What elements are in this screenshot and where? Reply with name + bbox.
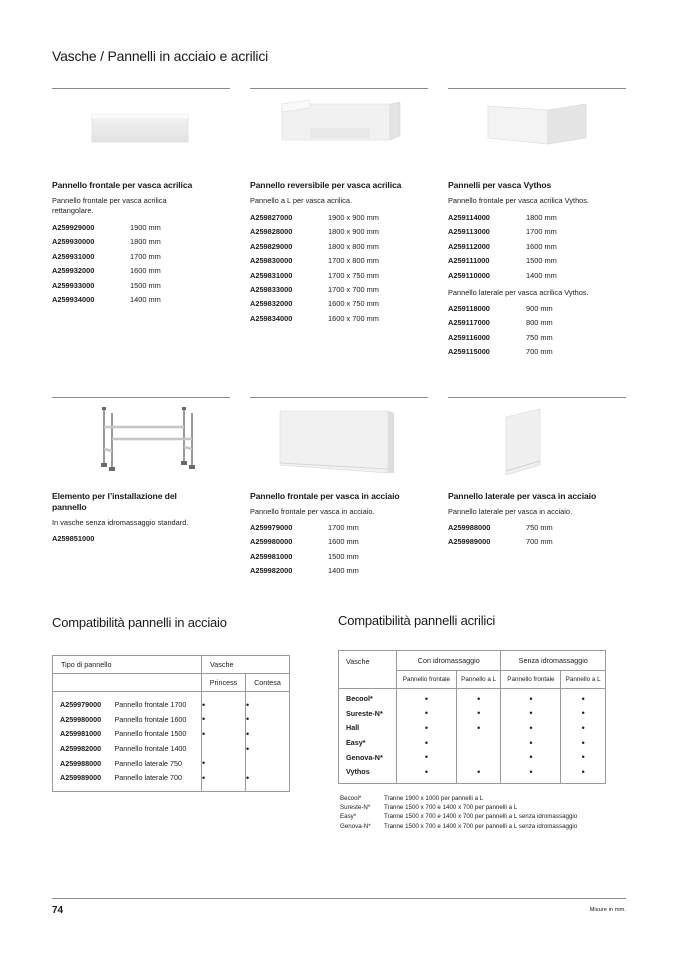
code-row: A259113000 1700 mm [448,227,557,237]
code-row: A259112000 1600 mm [448,241,557,251]
code-row: A259982000 1400 mm [250,566,359,576]
col-header: Vasche [346,657,370,666]
product-desc: Pannello a L per vasca acrilica. [250,196,353,205]
front-panel-acrylic-image [52,100,228,180]
code-list [52,532,130,546]
code-row: A259830000 1700 x 800 mm [250,256,379,266]
footnotes [340,794,577,831]
footnote: Easy* Tranne 1500 x 700 e 1400 x 700 per pannelli a L senza idromassaggio [340,813,578,821]
col-header: Tipo di pannello [61,660,112,669]
code-row: A259827000 1900 x 900 mm [250,213,379,222]
divider [250,397,428,398]
code-row: A259832000 1600 x 750 mm [250,299,379,309]
code-row: A259110000 1400 mm [448,270,557,280]
divider [448,88,626,89]
code-row: A259929000 1900 mm [52,223,161,232]
product-title: Elemento per l’installazione del pannello [52,491,177,512]
footnote: Genova-N* Tranne 1500 x 700 e 1400 x 700 per pannelli a L senza idromassaggio [340,822,578,830]
footer-divider [52,898,626,899]
table-row: Hall • • • • [339,721,606,736]
code-list [250,521,359,579]
sub-col-header: Pannello a L [561,671,606,689]
divider [250,88,428,89]
footnote: Sureste-N* Tranne 1500 x 700 e 1400 x 700 per pannelli a L [340,804,518,812]
steel-compat-table [52,655,290,792]
product-title: Pannelli per vasca Vythos [448,180,552,190]
table-row: A259982000 Pannello frontale 1400 • [53,741,290,756]
code-row: A259828000 1800 x 900 mm [250,227,379,237]
footer-note: Misure in mm. [589,907,626,913]
table-row: A259979000 Pannello frontale 1700 • • [53,698,290,713]
product-card [448,100,628,362]
code-row: A259114000 1800 mm [448,213,557,222]
table-row: A259988000 Pannello laterale 750 • [53,756,290,771]
code-list [448,521,553,550]
acrylic-compat-title: Compatibilità pannelli acrilici [338,613,496,628]
product-title: Pannello laterale per vasca in acciaio [448,491,597,501]
side-panel-steel-image [448,405,624,485]
product-desc-secondary: Pannello laterale per vasca acrilica Vythos. [448,288,589,297]
code-row: A259933000 1500 mm [52,280,161,290]
product-title: Pannello frontale per vasca acrilica [52,180,193,190]
vythos-panel-image [448,100,624,180]
code-list [448,211,557,283]
code-row: A259930000 1800 mm [52,237,161,247]
sub-col-header: Princess [202,674,246,692]
code-row: A259931000 1700 mm [52,251,161,261]
code-row: A259989000 700 mm [448,537,553,547]
table-row: Becool* • • • • [339,692,606,707]
code-row: A259934000 1400 mm [52,294,161,304]
product-card [52,405,232,555]
table-row: A259989000 Pannello laterale 700 • • [53,770,290,785]
table-row: Genova-N* • • • [339,750,606,765]
product-desc: Pannello frontale per vasca acrilica rettangolare. [52,196,167,215]
col-header: Vasche [202,656,290,674]
code-list [448,302,553,360]
installation-frame-image [52,405,228,485]
product-title: Pannello reversibile per vasca acrilica [250,180,402,190]
code-row: A259116000 750 mm [448,332,553,342]
product-card [250,100,430,330]
product-desc: In vasche senza idromassaggio standard. [52,518,189,527]
table-row: A259980000 Pannello frontale 1600 • • [53,712,290,727]
table-row: Easy* • • • [339,735,606,750]
product-card [250,405,430,585]
code-row: A259851000 [52,534,95,543]
divider [52,397,230,398]
code-row: A259115000 700 mm [448,347,553,357]
code-row: A259981000 1500 mm [250,551,359,561]
code-row: A259833000 1700 x 700 mm [250,284,379,294]
product-desc: Pannello laterale per vasca in acciaio. [448,507,573,516]
sub-col-header: Pannello a L [456,671,501,689]
page-title: Vasche / Pannelli in acciaio e acrilici [52,48,269,64]
col-header: Senza idromassaggio [501,651,606,671]
footnote: Becool* Tranne 1900 x 1000 per pannelli a L [340,795,484,802]
code-row: A259932000 1600 mm [52,266,161,276]
code-row: A259980000 1600 mm [250,537,359,547]
code-row: A259979000 1700 mm [250,523,359,532]
code-list [250,211,379,326]
acrylic-compat-table [338,650,606,784]
divider [52,88,230,89]
sub-col-header: Contesa [246,674,290,692]
page-number: 74 [52,905,64,916]
sub-col-header: Pannello frontale [501,671,561,689]
code-row: A259829000 1800 x 800 mm [250,241,379,251]
front-panel-steel-image [250,405,426,485]
l-panel-acrylic-image [250,100,426,180]
table-row: Sureste-N* • • • • [339,706,606,721]
product-desc: Pannello frontale per vasca in acciaio. [250,507,375,516]
code-row: A259118000 900 mm [448,304,553,313]
sub-col-header: Pannello frontale [397,671,457,689]
product-card [448,405,628,555]
divider [448,397,626,398]
code-row: A259988000 750 mm [448,523,553,532]
product-card [52,100,232,320]
col-header: Con idromassaggio [397,651,501,671]
code-row: A259831000 1700 x 750 mm [250,270,379,280]
code-row: A259117000 800 mm [448,318,553,328]
table-row: A259981000 Pannello frontale 1500 • • [53,727,290,742]
product-desc: Pannello frontale per vasca acrilica Vythos. [448,196,590,205]
table-row: Vythos • • • • [339,764,606,779]
code-list [52,221,161,307]
steel-compat-title: Compatibilità pannelli in acciaio [52,615,227,630]
code-row: A259834000 1600 x 700 mm [250,313,379,323]
product-title: Pannello frontale per vasca in acciaio [250,491,400,501]
code-row: A259111000 1500 mm [448,256,557,266]
